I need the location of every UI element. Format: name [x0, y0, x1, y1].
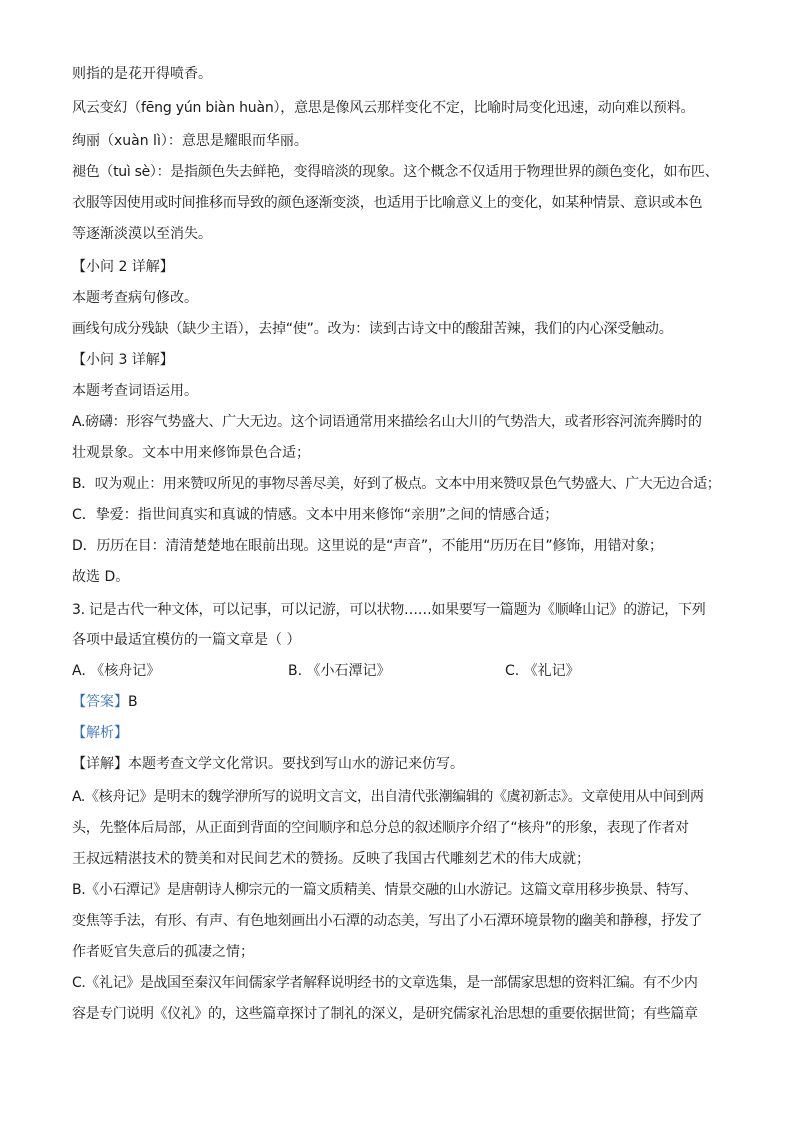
- text-line: A.磅礴：形容气势盛大、广大无边。这个词语通常用来描绘名山大川的气势浩大，或者形容河流奔腾时的: [72, 414, 702, 430]
- text-line: 本题考查病句修改。: [72, 290, 198, 306]
- text-line: 本题考查词语运用。: [72, 383, 198, 399]
- text-line: 王叔远精湛技术的赞美和对民间艺术的赞扬。反映了我国古代雕刻艺术的伟大成就；: [72, 851, 590, 867]
- text-line: 作者贬官失意后的孤凄之情；: [72, 944, 254, 960]
- detail-label: 【详解】: [72, 756, 128, 772]
- text-line: D．历历在目：清清楚楚地在眼前出现。这里说的是“声音”，不能用“历历在目”修饰，用错对象；: [72, 538, 663, 554]
- text-line: C.《礼记》是战国至秦汉年间儒家学者解释说明经书的文章选集，是一部儒家思想的资料汇编。有不少内: [72, 975, 698, 991]
- text-line: B．叹为观止：用来赞叹所见的事物尽善尽美，好到了极点。文本中用来赞叹景色气势盛大、广大无边合适；: [72, 476, 721, 492]
- text-line: 画线句成分残缺（缺少主语），去掉“使”。改为：读到古诗文中的酸甜苦辣，我们的内心深受触动。: [72, 321, 673, 337]
- text-line: C．挚爱：指世间真实和真诚的情感。文本中用来修饰“亲朋”之间的情感合适；: [72, 507, 559, 523]
- answer-label: 【答案】: [72, 694, 128, 710]
- text-line: 容是专门说明《仪礼》的，这些篇章探讨了制礼的深义，是研究儒家礼治思想的重要依据世简；有些篇章: [72, 1006, 698, 1022]
- option-a: A. 《核舟记》: [72, 663, 161, 679]
- text-line: 壮观景象。文本中用来修饰景色合适；: [72, 445, 310, 461]
- text-line: 则指的是花开得喷香。: [72, 66, 212, 82]
- text-line: 等逐渐淡漠以至消失。: [72, 226, 212, 242]
- detail-line: [72, 754, 464, 774]
- text-line: 头，先整体后局部，从正面到背面的空间顺序和总分总的叙述顺序介绍了“核舟”的形象，表现了作者对: [72, 820, 689, 836]
- question-text: 3. 记是古代一种文体，可以记事，可以记游，可以状物……如果要写一篇题为《顺峰山记》的游记，下列: [72, 602, 706, 618]
- text-line: 衣服等因使用或时间推移而导致的颜色逐渐变淡，也适用于比喻意义上的变化，如某种情景、意识或本色: [72, 195, 703, 211]
- question-text: 各项中最适宜模仿的一篇文章是（ ）: [72, 632, 301, 648]
- text-line: 风云变幻（fēng yún biàn huàn），意思是像风云那样变化不定，比喻时局变化迅速，动向难以预料。: [72, 100, 695, 116]
- option-b: B. 《小石潭记》: [288, 663, 391, 679]
- section-heading: 【小问 2 详解】: [72, 259, 174, 275]
- detail-text: 本题考查文学文化常识。要找到写山水的游记来仿写。: [128, 756, 464, 772]
- text-line: 故选 D。: [72, 569, 130, 585]
- text-line: B.《小石潭记》是唐朝诗人柳宗元的一篇文质精美、情景交融的山水游记。这篇文章用移步换景、特写、: [72, 882, 698, 898]
- text-line: 变焦等手法，有形、有声、有色地刻画出小石潭的动态美，写出了小石潭环境景物的幽美和静穆，抒发了: [72, 913, 703, 929]
- text-line: 褪色（tuì sè）：是指颜色失去鲜艳，变得暗淡的现象。这个概念不仅适用于物理世界的颜色变化，如布匹、: [72, 164, 719, 180]
- text-line: A.《核舟记》是明末的魏学洢所写的说明文言文，出自清代张潮编辑的《虞初新志》。文章使用从中间到两: [72, 789, 704, 805]
- section-heading: 【小问 3 详解】: [72, 352, 174, 368]
- analysis-label: 【解析】: [72, 725, 128, 741]
- answer-line: [72, 692, 138, 712]
- option-c: C. 《礼记》: [505, 663, 580, 679]
- text-line: 绚丽（xuàn lì）：意思是耀眼而华丽。: [72, 133, 308, 149]
- answer-value: B: [128, 694, 138, 710]
